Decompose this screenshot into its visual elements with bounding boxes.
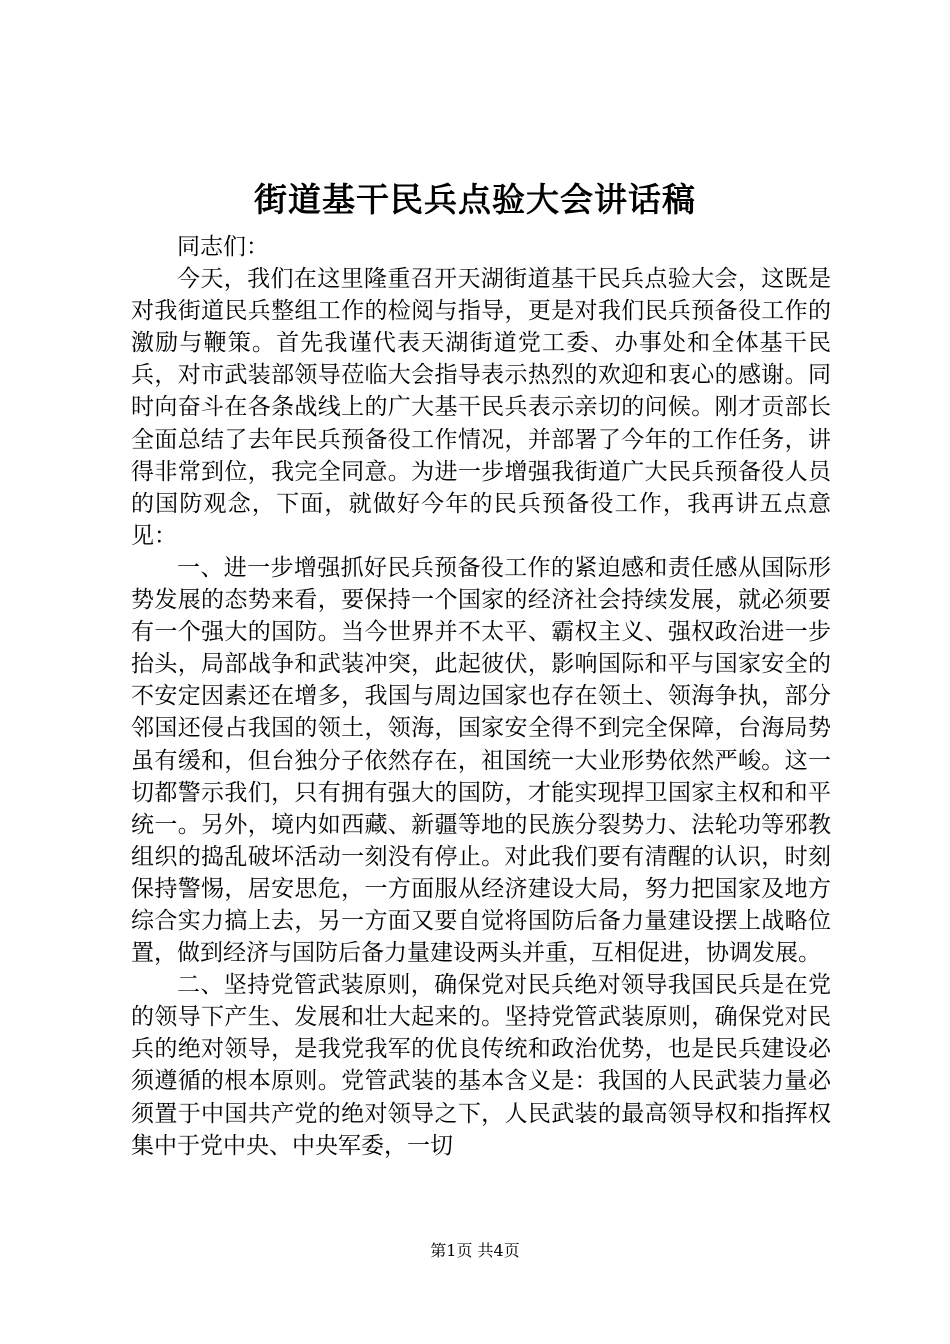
document-title: 街道基干民兵点验大会讲话稿 [254, 180, 696, 219]
section-two-paragraph: 二、坚持党管武装原则，确保党对民兵绝对领导我国民兵是在党的领导下产生、发展和壮大起来的。坚持党管武装原则，确保党对民兵的绝对领导，是我党我军的优良传统和政治优势，也是民兵建设必须遵循的根本原则。党管武装的基本含义是：我国的人民武装力量必须置于中国共产党的绝对领导之下，人民武装的最高领导权和指挥权集中于党中央、中央军委，一切 [131, 972, 831, 1159]
document-body [131, 231, 831, 1162]
page-footer: 第1页 共4页 [430, 1241, 520, 1260]
section-one-paragraph: 一、进一步增强抓好民兵预备役工作的紧迫感和责任感从国际形势发展的态势来看，要保持一个国家的经济社会持续发展，就必须要有一个强大的国防。当今世界并不太平、霸权主义、强权政治进一步抬头，局部战争和武装冲突，此起彼伏，影响国际和平与国家安全的不安定因素还在增多，我国与周边国家也存在领土、领海争执，部分邻国还侵占我国的领土，领海，国家安全得不到完全保障，台海局势虽有缓和，但台独分子依然存在，祖国统一大业形势依然严峻。这一切都警示我们，只有拥有强大的国防，才能实现捍卫国家主权和和平统一。另外，境内如西藏、新疆等地的民族分裂势力、法轮功等邪教组织的捣乱破坏活动一刻没有停止。对此我们要有清醒的认识，时刻保持警惕，居安思危，一方面服从经济建设大局，努力把国家及地方综合实力搞上去，另一方面又要自觉将国防后备力量建设摆上战略位置，做到经济与国防后备力量建设两头并重，互相促进，协调发展。 [131, 554, 831, 967]
intro-paragraph: 今天，我们在这里隆重召开天湖街道基干民兵点验大会，这既是对我街道民兵整组工作的检阅与指导，更是对我们民兵预备役工作的激励与鞭策。首先我谨代表天湖街道党工委、办事处和全体基干民兵，对市武装部领导莅临大会指导表示热烈的欢迎和衷心的感谢。同时向奋斗在各条战线上的广大基干民兵表示亲切的问候。刚才贡部长全面总结了去年民兵预备役工作情况，并部署了今年的工作任务，讲得非常到位，我完全同意。为进一步增强我街道广大民兵预备役人员的国防观念，下面，就做好今年的民兵预备役工作，我再讲五点意见： [131, 266, 831, 549]
salutation-paragraph: 同志们： [177, 234, 269, 260]
